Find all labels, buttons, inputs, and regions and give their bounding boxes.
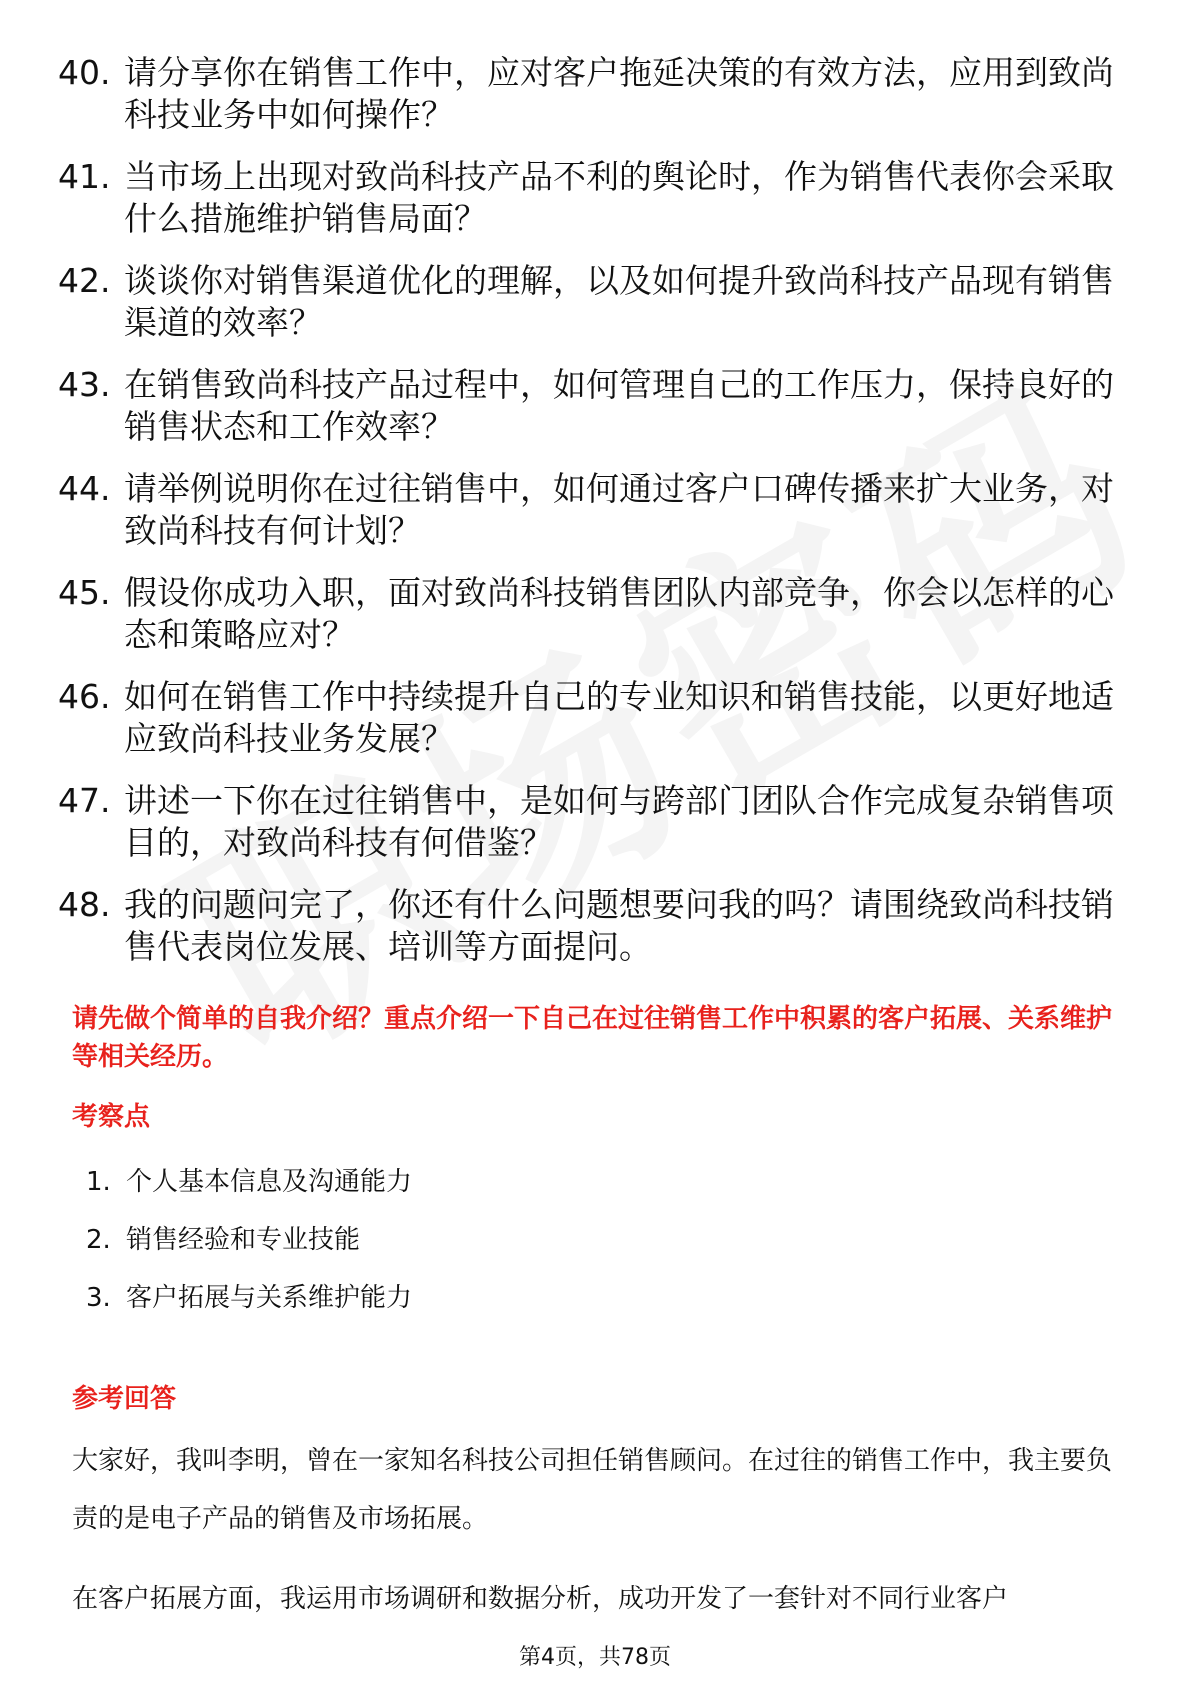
question-item [58, 156, 1138, 240]
examine-item [86, 1164, 412, 1222]
question-item [58, 676, 1138, 760]
examine-number: 1. [86, 1167, 111, 1197]
examine-text: 个人基本信息及沟通能力 [126, 1167, 413, 1197]
question-item [58, 468, 1138, 552]
examine-number: 2. [86, 1225, 111, 1255]
question-text: 假设你成功入职，面对致尚科技销售团队内部竞争，你会以怎样的心态和策略应对？ [124, 573, 1114, 654]
question-text: 我的问题问完了，你还有什么问题想要问我的吗？请围绕致尚科技销售代表岗位发展、培训等方面提问。 [124, 885, 1114, 966]
examine-list [86, 1164, 412, 1338]
examine-item [86, 1222, 412, 1280]
question-number: 45. [58, 573, 111, 612]
answer-paragraph-2: 在客户拓展方面，我运用市场调研和数据分析，成功开发了一套针对不同行业客户 [72, 1584, 1009, 1614]
question-item [58, 52, 1138, 136]
question-text: 谈谈你对销售渠道优化的理解，以及如何提升致尚科技产品现有销售渠道的效率？ [124, 261, 1114, 342]
examine-item [86, 1280, 412, 1338]
question-number: 48. [58, 885, 111, 924]
question-number: 46. [58, 677, 111, 716]
question-text: 请分享你在销售工作中，应对客户拖延决策的有效方法，应用到致尚科技业务中如何操作？ [124, 53, 1114, 134]
page-footer: 第4页，共78页 [519, 1645, 671, 1670]
question-text: 在销售致尚科技产品过程中，如何管理自己的工作压力，保持良好的销售状态和工作效率？ [124, 365, 1114, 446]
question-item [58, 572, 1138, 656]
highlight-question: 请先做个简单的自我介绍？重点介绍一下自己在过往销售工作中积累的客户拓展、关系维护等相关经历。 [72, 1004, 1113, 1072]
question-text: 当市场上出现对致尚科技产品不利的舆论时，作为销售代表你会采取什么措施维护销售局面？ [124, 157, 1114, 238]
question-list [58, 52, 1138, 988]
question-text: 讲述一下你在过往销售中，是如何与跨部门团队合作完成复杂销售项目的，对致尚科技有何借鉴？ [124, 781, 1114, 862]
answer-paragraph-1: 大家好，我叫李明，曾在一家知名科技公司担任销售顾问。在过往的销售工作中，我主要负责的是电子产品的销售及市场拓展。 [72, 1446, 1113, 1534]
question-number: 43. [58, 365, 111, 404]
examine-text: 客户拓展与关系维护能力 [126, 1283, 413, 1313]
examine-number: 3. [86, 1283, 111, 1313]
question-item [58, 260, 1138, 344]
answer-title: 参考回答 [72, 1384, 177, 1414]
question-number: 40. [58, 53, 111, 92]
question-number: 44. [58, 469, 111, 508]
question-item [58, 884, 1138, 968]
examine-title: 考察点 [72, 1102, 151, 1132]
question-item [58, 780, 1138, 864]
question-item [58, 364, 1138, 448]
question-text: 请举例说明你在过往销售中，如何通过客户口碑传播来扩大业务，对致尚科技有何计划？ [124, 469, 1114, 550]
examine-text: 销售经验和专业技能 [126, 1225, 361, 1255]
question-number: 42. [58, 261, 111, 300]
question-number: 47. [58, 781, 111, 820]
question-text: 如何在销售工作中持续提升自己的专业知识和销售技能，以更好地适应致尚科技业务发展？ [124, 677, 1114, 758]
question-number: 41. [58, 157, 111, 196]
